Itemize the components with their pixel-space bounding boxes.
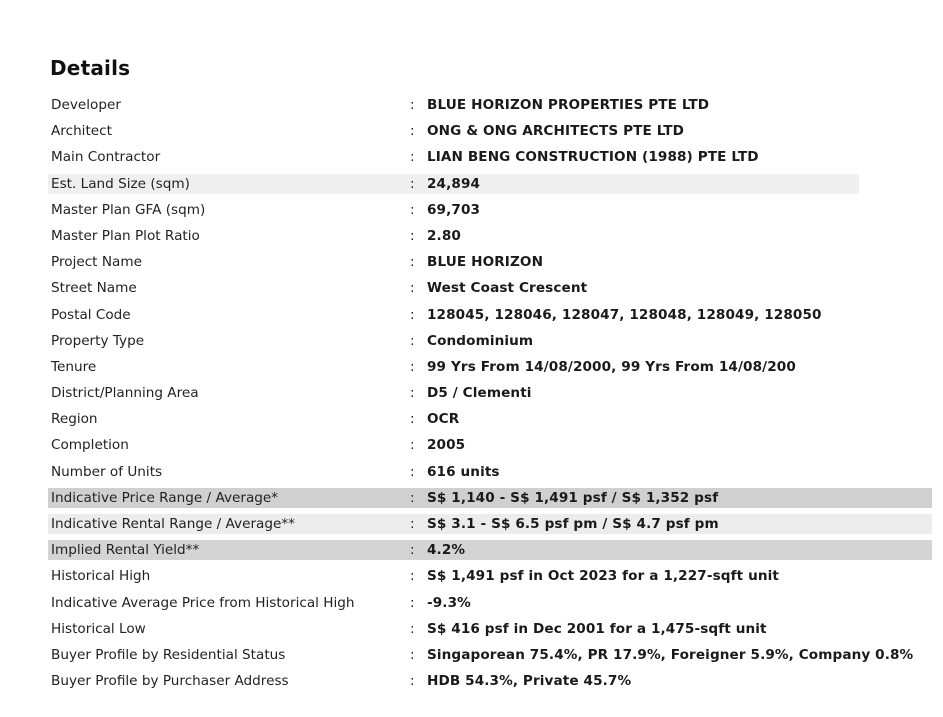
row-value: 4.2% xyxy=(427,542,466,559)
row-separator: : xyxy=(410,673,415,690)
row-value: 99 Yrs From 14/08/2000, 99 Yrs From 14/08/200 xyxy=(427,358,796,375)
row-separator: : xyxy=(410,123,415,140)
details-row-completion xyxy=(0,432,943,458)
details-row-units xyxy=(0,459,943,485)
details-row-district xyxy=(0,380,943,406)
row-value: S$ 1,140 - S$ 1,491 psf / S$ 1,352 psf xyxy=(427,489,719,506)
row-separator: : xyxy=(410,463,415,480)
row-value: D5 / Clementi xyxy=(427,385,532,402)
row-label: Architect xyxy=(51,123,112,140)
row-value: S$ 3.1 - S$ 6.5 psf pm / S$ 4.7 psf pm xyxy=(427,516,719,532)
row-separator: : xyxy=(410,227,415,244)
row-label: Completion xyxy=(51,437,129,454)
details-row-historical-low xyxy=(0,616,943,642)
row-value: West Coast Crescent xyxy=(427,280,588,297)
row-label: Indicative Rental Range / Average** xyxy=(51,516,295,532)
row-separator: : xyxy=(410,437,415,454)
row-separator: : xyxy=(410,175,415,192)
details-table xyxy=(0,92,943,694)
row-separator: : xyxy=(410,489,415,506)
row-separator: : xyxy=(410,332,415,349)
row-separator: : xyxy=(410,201,415,218)
details-row-property-type xyxy=(0,328,943,354)
row-label: Indicative Price Range / Average* xyxy=(51,489,279,506)
row-label: Region xyxy=(51,411,98,428)
row-value: Condominium xyxy=(427,332,534,349)
row-label: Est. Land Size (sqm) xyxy=(51,175,190,192)
row-label: Indicative Average Price from Historical High xyxy=(51,594,355,611)
row-label: Master Plan Plot Ratio xyxy=(51,227,200,244)
details-row-buyer-residential xyxy=(0,642,943,668)
row-value: -9.3% xyxy=(427,594,471,611)
row-separator: : xyxy=(410,620,415,637)
details-row-region xyxy=(0,406,943,432)
row-value: 69,703 xyxy=(427,201,481,218)
row-label: Implied Rental Yield** xyxy=(51,542,200,559)
row-separator: : xyxy=(410,254,415,271)
row-label: Master Plan GFA (sqm) xyxy=(51,201,206,218)
details-row-gfa xyxy=(0,197,943,223)
details-row-architect xyxy=(0,118,943,144)
details-row-project-name xyxy=(0,249,943,275)
row-value: S$ 416 psf in Dec 2001 for a 1,475-sqft unit xyxy=(427,620,767,637)
row-separator: : xyxy=(410,97,415,113)
row-value: LIAN BENG CONSTRUCTION (1988) PTE LTD xyxy=(427,149,759,166)
row-label: Number of Units xyxy=(51,463,163,480)
row-separator: : xyxy=(410,149,415,166)
row-value: OCR xyxy=(427,411,460,428)
row-separator: : xyxy=(410,411,415,428)
row-separator: : xyxy=(410,516,415,532)
details-row-main-contractor xyxy=(0,144,943,170)
row-value: HDB 54.3%, Private 45.7% xyxy=(427,673,632,690)
row-separator: : xyxy=(410,594,415,611)
row-separator: : xyxy=(410,306,415,323)
row-label: Postal Code xyxy=(51,306,131,323)
row-separator: : xyxy=(410,646,415,663)
row-separator: : xyxy=(410,280,415,297)
details-row-street-name xyxy=(0,275,943,301)
row-value: 2005 xyxy=(427,437,466,454)
row-value: 2.80 xyxy=(427,227,461,244)
row-value: 616 units xyxy=(427,463,500,480)
row-label: Street Name xyxy=(51,280,137,297)
details-row-postal-code xyxy=(0,302,943,328)
page-title: Details xyxy=(50,56,131,80)
row-label: Buyer Profile by Residential Status xyxy=(51,646,286,663)
row-separator: : xyxy=(410,568,415,585)
details-row-rental-yield xyxy=(0,537,943,563)
details-row-plot-ratio xyxy=(0,223,943,249)
row-separator: : xyxy=(410,385,415,402)
details-row-rental-range xyxy=(0,511,943,537)
row-label: Historical Low xyxy=(51,620,146,637)
row-value: ONG & ONG ARCHITECTS PTE LTD xyxy=(427,123,684,140)
row-label: Buyer Profile by Purchaser Address xyxy=(51,673,289,690)
details-row-price-range xyxy=(0,485,943,511)
row-label: Developer xyxy=(51,97,121,113)
row-label: Project Name xyxy=(51,254,142,271)
row-value: BLUE HORIZON PROPERTIES PTE LTD xyxy=(427,97,710,113)
row-label: Main Contractor xyxy=(51,149,161,166)
details-row-avg-from-high xyxy=(0,590,943,616)
details-row-land-size xyxy=(0,171,943,197)
details-row-historical-high xyxy=(0,563,943,589)
row-value: S$ 1,491 psf in Oct 2023 for a 1,227-sqft unit xyxy=(427,568,779,585)
row-label: District/Planning Area xyxy=(51,385,199,402)
row-separator: : xyxy=(410,358,415,375)
row-label: Historical High xyxy=(51,568,151,585)
details-row-buyer-address xyxy=(0,668,943,694)
row-value: Singaporean 75.4%, PR 17.9%, Foreigner 5.9%, Company 0.8% xyxy=(427,646,914,663)
details-row-tenure xyxy=(0,354,943,380)
row-value: 24,894 xyxy=(427,175,481,192)
row-label: Tenure xyxy=(51,358,97,375)
row-label: Property Type xyxy=(51,332,145,349)
row-separator: : xyxy=(410,542,415,559)
row-value: 128045, 128046, 128047, 128048, 128049, 128050 xyxy=(427,306,822,323)
row-value: BLUE HORIZON xyxy=(427,254,544,271)
details-row-developer xyxy=(0,92,943,118)
